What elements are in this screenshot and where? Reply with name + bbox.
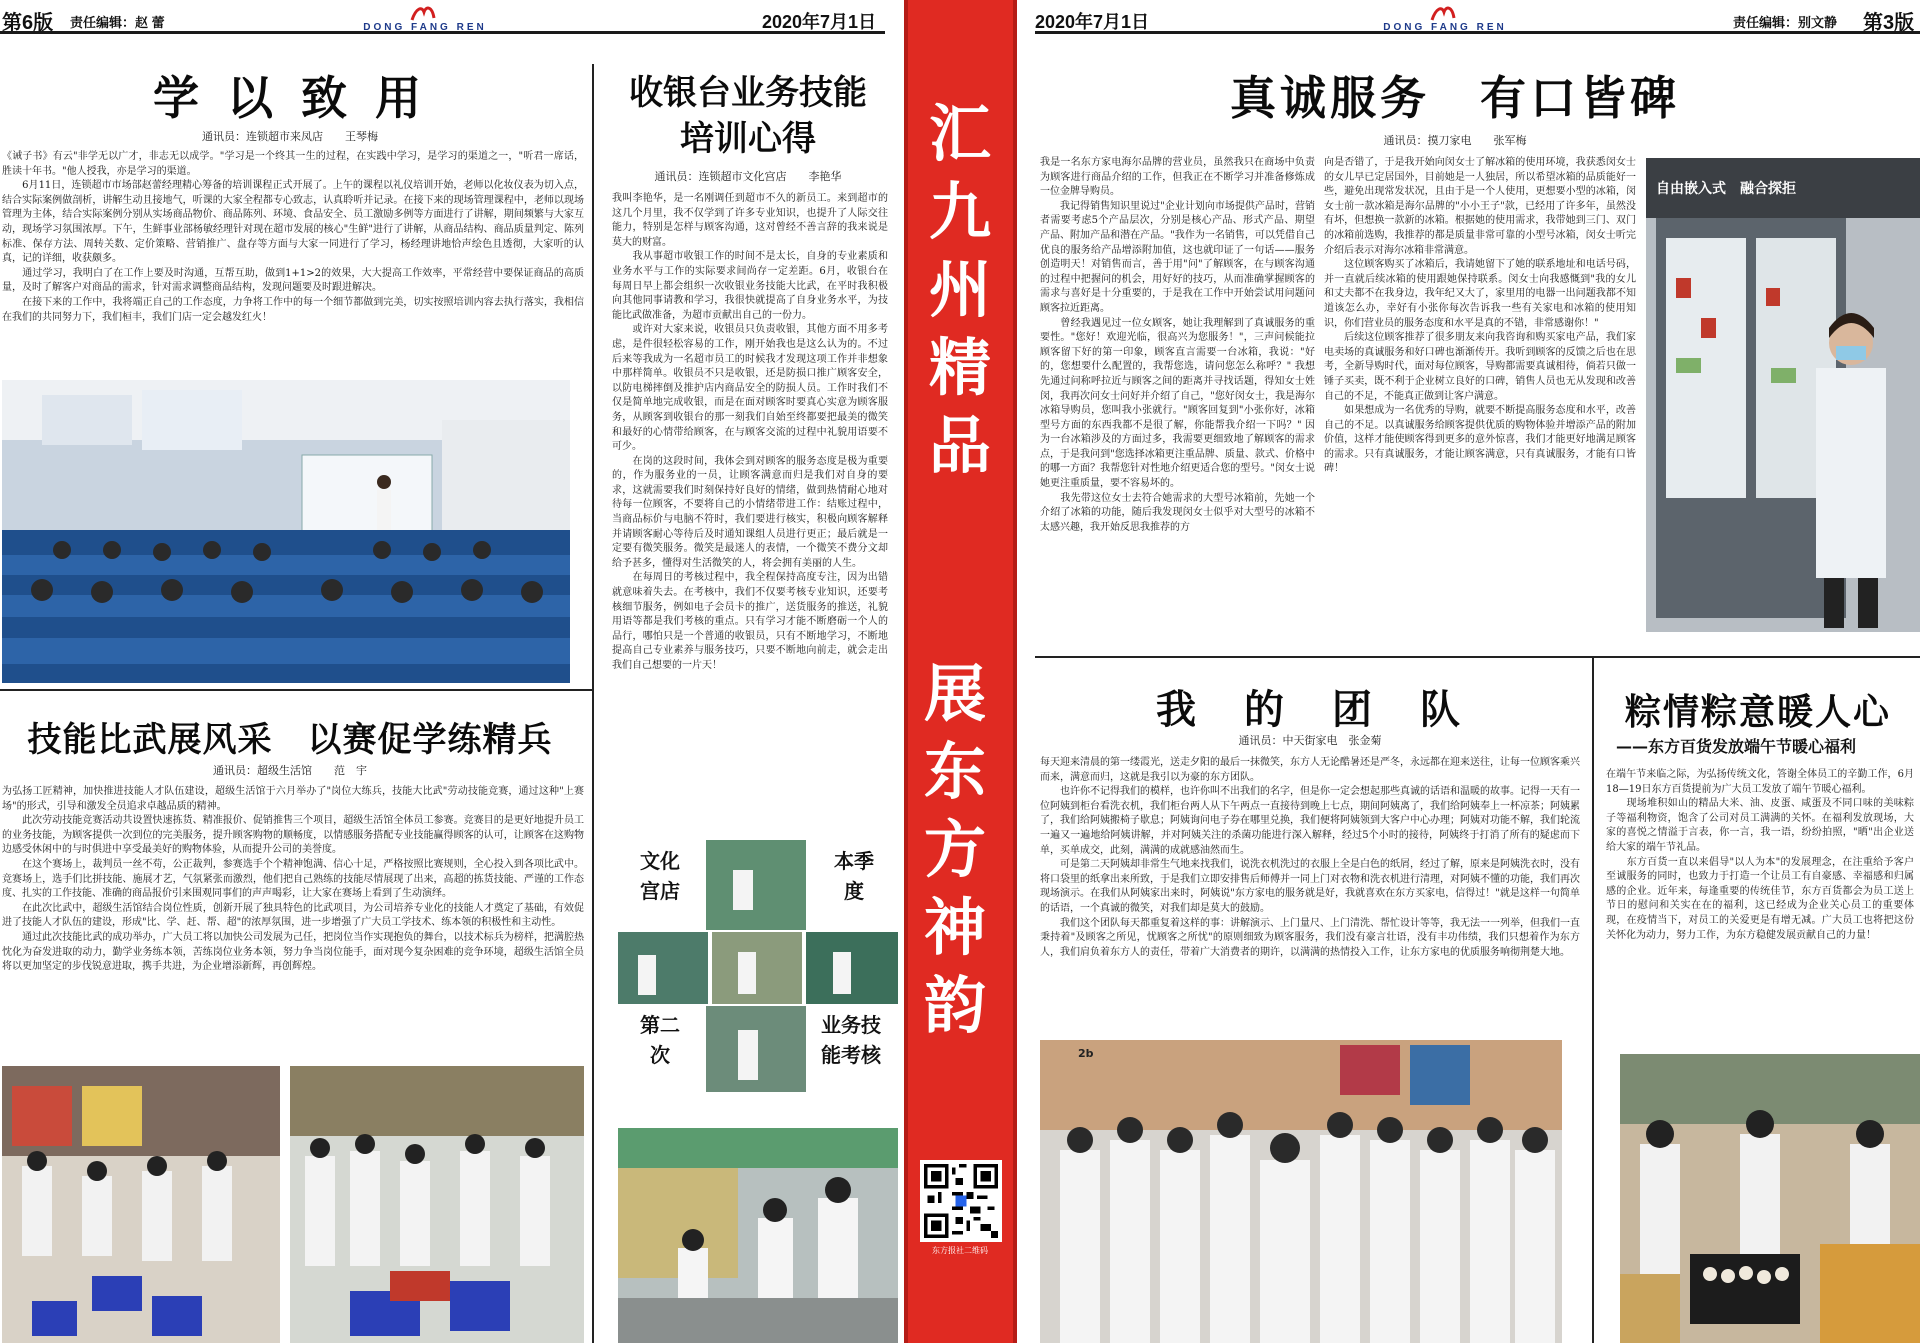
slogan-right: 展东方神韵 [923,657,986,1042]
article-title: 我 的 团 队 [1156,687,1464,733]
qr-code-icon [924,1164,998,1238]
issue-date: 2020年7月1日 [1035,12,1150,32]
issue-date: 2020年7月1日 [762,12,877,32]
article-title: 收银台业务技能 培训心得 [629,73,867,159]
event-board-text: 2b [1078,1047,1094,1060]
article-title: 技能比武展风采 以赛促学练精兵 [27,720,553,760]
article-body: 在端午节来临之际，为弘扬传统文化，答谢全体员工的辛勤工作，6月18—19日东方百货提前为广大员工发放了端午节暖心福利。 现场堆积如山的精品大米、油、皮蛋、咸蛋及不同口味的美味粽子等福利物资，饱含了公司对员工满满的关怀。在福利发放现场，大家的喜悦之情溢于言表，你一言，我一语，纷纷拍照，"晒"出企业送给大家的端午节礼品。 东方百货一直以来倡导"以人为本"的发展理念，在注重给予客户至诚服务的同时，也致力于打造一个让员工有自豪感、幸福感和归属感的企业。近年来，每逢重要的传统佳节，东方百货都会为员工送上节日的慰问和关实在在的福利，这已经成为企业关心员工的重要体现，在疫情当下，对员工的关爱更是有增无减。广大员工也将把这份关怀化为动力，努力工作，为东方稳健发展贡献自己的力量！ [1606,769,1914,941]
collage-label: 本季 度 [812,846,896,926]
team-group-photo [1040,1040,1562,1343]
slogan-left: 汇九州精品 [928,97,991,482]
article-body: 我叫李艳华，是一名刚调任到超市不久的新员工。来到超市的这几个月里，我不仅学到了许多专业知识，也提升了人际交往能力，特别是怎样与顾客沟通，这对曾经不善言辞的我来说是莫大的财富。 我从事超市收银工作的时间不是太长，自身的专业素质和业务水平与工作的实际要求间尚存一定差距。6月，收银台在每周日早上都会组织一次收银业务技能大比武，在平时我积极向其他同事请教和学习，我很快就提高了自身业务水平，为技能比武做准备，为超市贡献出自己的一份力。 或许对大家来说，收银员只负责收银，其他方面不用多考虑，是件很轻松容易的工作，刚开始我也是这么认为的。不过后来等我成为一名超市员工的时候我才发现这项工作并非想象中那样简单。收银员不只是收银，还是防损口推广顾客安全，以防电梯摔倒及推护店内商品安全的防损人员。工作时我们不仅是简单地完成收银，而是在面对顾客时要真心实意为顾客服务，从顾客到收银台的那一刻我们自始至终都要把最美的微笑和最好的心情带给顾客，在与顾客交流的过程中礼貌用语要不可少。 在岗的这段时间，我体会到对顾客的服务态度是极为重要的，作为服务业的一员，让顾客满意而归是我们对自身的要求，这就需要我们时刻保持好良好的情绪，做到热情耐心地对待每一位顾客，不要将自己的小情绪带进工作：结账过程中，当商品标价与电脑不符时，我们要进行核实，积极向顾客解释并请顾客耐心等待后及时通知课组人员进行更正；最后就是一定要有微笑服务。微笑是最迷人的表情，一个微笑不费分文却给予甚多，懂得对生活微笑的人，将会拥有美丽的人生。 在每周日的考核过程中，我全程保持高度专注，因为出错就意味着失去。在考核中，我们不仅要考核专业知识，还要考核细节服务，例如电子会员卡的推广，送货服务的推送，礼貌用语等都是我们考核的重点。只有学习才能不断磨砺一个人的品行，哪怕只是一个普通的收银员，只有不断地学习，不断地提高自己专业素养与服务技巧，只要不断地向前走，就会走出我们自己想要的一片天！ [612,193,888,671]
article-body: 每天迎来清晨的第一缕霞光，送走夕阳的最后一抹微笑，东方人无论酷暑还是严冬，永远都在迎来送往，让每一位顾客乘兴而来，满意而归，这就是我引以为豪的东方团队。 也许你不记得我们的模样，也许你叫不出我们的名字，但是你一定会想起那些真诚的话语和温暖的故事。记得一天有一位阿姨到柜台看洗衣机，我们柜台两人从下午两点一直接待到晚上七点，期间阿姨离了，我们给阿姨奉上一杯凉茶；阿姨累了，我们给阿姨搬椅子歇息；阿姨询问电子券在哪里兑换，我们便将阿姨领到大客户中心办理；阿姨对功能不解，我们轮流一遍又一遍地给阿姨讲解，并对阿姨关注的杀菌功能进行深入解释，经过5个小时的接待，阿姨终于打消了所有的疑虑而下单，买单成交，此刻，满满的成就感油然而生。 可是第二天阿姨却非常生气地来找我们，说洗衣机洗过的衣服上全是白色的纸屑，经过了解，原来是阿姨洗衣时，没有将口袋里的纸拿出来所致，于是我们立即安排售后师傅并一同上门对衣物和洗衣机进行清理，对阿姨不懂的功能，我们再次现场演示。在我们从阿姨家出来时，阿姨说"东方家电的服务就是好，我就喜欢在东方买家电，信得过！"就是这样一句简单的话语，一个真诚的微笑，对我们却是莫大的鼓励。 我们这个团队每天都重复着这样的事：讲解演示、上门量尺、上门清洗、帮忙设计等等，我无法一一列举，但我们一直秉持着"及顾客之所见，忧顾客之所忧"的原则细致为顾客服务，我们没有豪言壮语，没有丰功伟绩，我们只想着作为东方人，我们肩负着东方人的责任，带着广大消费者的期许，以满满的热情投入工作，让东方家电的优质服务响彻荆楚大地。 [1040,757,1580,958]
article-byline: 通讯员：摸刀家电 张军梅 [1383,134,1527,147]
logo-mark-icon [1430,4,1456,22]
article-title: 粽情粽意暖人心 [1624,692,1891,733]
article-byline: 通讯员：连锁超市文化宫店 李艳华 [654,170,842,183]
holiday-gifts-photo [1620,1054,1920,1343]
left-page-header [0,0,885,34]
editor-credit: 责任编辑：赵 蕾 [70,15,165,30]
qr-code [920,1160,1002,1242]
cashier-counter-photo [618,1128,898,1343]
article-title: 学 以 致 用 [152,71,428,125]
newspaper-logo [360,4,490,34]
article-byline: 通讯员：中天街家电 张金菊 [1238,734,1382,747]
column-divider [1592,656,1594,1343]
page-number: 第6版 [2,12,54,34]
page-number: 第3版 [1863,12,1915,34]
right-page-header [1035,0,1920,34]
article-subtitle: ——东方百货发放端午节暖心福利 [1616,737,1857,756]
qr-caption: 东方报社二维码 [932,1246,988,1255]
collage-label: 业务技 能考核 [806,1010,896,1090]
article-body: 为弘扬工匠精神，加快推进技能人才队伍建设，超级生活馆于六月举办了"岗位大练兵，技能大比武"劳动技能竞赛，通过这种"上赛场"的形式，引导和激发全员追求卓越品质的精神。 此次劳动技能竞赛活动共设置快速拣货、精准报价、促销推售三个项目，超级生活馆全体员工参赛。竞赛目的是更好地提升员工的业务技能，为顾客提供一次到位的完美服务，提升顾客购物的顺畅度，以情感服务搭配专业技能赢得顾客的认可，让顾客在这购物边感受休闲中的与时俱进中享受最美好的购物体验，从而提升公司的美誉度。 在这个赛场上，裁判员一丝不苟，公正裁判，参赛选手个个精神饱满、信心十足，严格按照比赛规则，全心投入到各项比武中。竞赛场上，选手们比拼技能、施展才艺，气氛紧张而激烈，他们把自己熟练的技能尽情展现了出来，高超的拣货技能、严谨的工作态度、扎实的工作技能、准确的商品报价引来围观同事们的声声喝彩，让大家在赛场上看到了生动演绎。 在此次比武中，超级生活馆结合岗位性质，创新开展了独具特色的比武项目，为公司培养专业化的技能人才奠定了基础，有效促进了技能人才队伍的建设，形成"比、学、赶、帮、超"的浓厚氛围，进一步增强了广大员工学技术、练本领的积极性和主动性。 通过此次技能比武的成功举办，广大员工将以加快公司发展为己任，把岗位当作实现抱负的舞台，以技术标兵为榜样，把满腔热忱化为奋发进取的动力，勤学业务练本领，苦练岗位业务本领，努力争当岗位能手，面对现今复杂困难的竞争环境，超级生活馆全员将以更加坚定的步伐锐意进取，携手共进，为企业增添新辉，再创辉煌。 [2,786,584,973]
fridge-banner-text: 自由嵌入式 融合探拒 [1656,181,1796,197]
logo-text: DONG FANG REN [1383,22,1507,33]
section-divider [0,689,592,691]
competition-photo-1 [2,1066,280,1343]
section-divider [1035,656,1920,658]
competition-photo-2 [290,1066,584,1343]
salesperson-fridge-photo [1646,158,1920,632]
collage-label: 文化 宫店 [618,846,702,926]
logo-text: DONG FANG REN [363,22,487,33]
article-title: 真诚服务 有口皆碑 [1230,71,1680,125]
column-divider [592,64,594,1343]
article-byline: 通讯员：连锁超市来凤店 王琴梅 [202,130,378,143]
article-byline: 通讯员：超级生活馆 范 宇 [213,764,367,777]
article-body-col1: 我是一名东方家电海尔品牌的营业员，虽然我只在商场中负责为顾客进行商品介绍的工作，但我正在不断学习并准备修炼成一位金牌导购员。 我记得销售知识里说过"企业计划向市场提供产品时，营销者需要考虑5个产品层次，分别是核心产品、形式产品、期望产品、附加产品和潜在产品。"我作为一名销售，可以凭借自己优良的服务给产品增添附加值，这也就印证了一句话——服务创造明天！对销售而言，善于用"问"了解顾客，在与顾客沟通的过程中把握问的机会，用好好的技巧，从而准确掌握顾客的需求与喜好是十分重要的，于是我在工作中开始尝试用问题问顾客拉近距离。 曾经我遇见过一位女顾客，她让我理解到了真诚服务的重要性。"您好！欢迎光临，很高兴为您服务！"，三声问候能拉顾客留下好的第一印象，顾客直言需要一台冰箱，我说："好的，您想要什么配置的，我帮您选，请问您怎么称呼？" 我想先通过问称呼拉近与顾客之间的距离并寻找话题，得知女士姓闵，我再次问女士问好并介绍了自己，"您好闵女士，我是海尔冰箱导购员，您叫我小张就行。"顾客回复到"小张你好，冰箱型号方面的东西我都不是很了解，你能帮我介绍一下吗？" 因为一台冰箱涉及的方面过多，我需要更细致地了解顾客的需求点，于是我问到"您选择冰箱更注重品牌、质量、款式、价格中的哪一方面？我帮您针对性地介绍更适合您的型号。"闵女士说她更注重质量，要不容易坏的。 我先带这位女士去符合她需求的大型号冰箱前，先她一个介绍了冰箱的功能，随后我发现闵女士似乎对大型号的冰箱不太感兴趣，我开始反思我推荐的方 [1040,157,1315,533]
editor-credit: 责任编辑：别文静 [1733,15,1838,30]
training-classroom-photo [2,380,570,683]
collage-label: 第二 次 [618,1010,702,1090]
article-body: 《诫子书》有云"非学无以广才，非志无以成学。"学习是一个终其一生的过程，在实践中学习，是学习的渠道之一，"听君一席话，胜读十年书。"他人授我，亦是学习的渠道。 6月11日，连锁超市市场部赵蕾经理精心筹备的培训课程正式开展了。上午的课程以礼仪培训开始，老师以化妆仪表为切入点，结合实际案例做剖析，讲解生动且接地气，听课的大家全程都专心致志，认真聆听并记录。在接下来的现场管理课程中，老师以现场管理为主体，结合实际案例分别从实场商品物价、商品陈列、环境、食品安全、员工激励多例等方面进行了讲解，期间频繁与大家互动，现场学习氛围浓厚。下午，生鲜事业部杨敏经理针对现在超市发展的核心"生鲜"进行了讲解，从商品结构、商品质量判定、陈列标准、保存方法、周转关数、定价策略、营销推广、盘存等方面与大家一同进行了学习，杨经理讲地恰声绘色且透彻，大家听的认真，记的详细，收获颇多。 通过学习，我明白了在工作上要及时沟通，互帮互助，做到1+1>2的效果，大大提高工作效率，平常经营中要保证商品的高质量，及时了解客户对商品的需求，针对需求调整商品结构，发现问题要及时跟进解决。 在接下来的工作中，我将端正自己的工作态度，力争将工作中的每一个细节都做到完美，切实按照培训内容去执行落实，我相信在我们的共同努力下，我们桓丰，我们门店一定会越发红火！ [2,151,584,323]
logo-mark-icon [410,4,436,22]
newspaper-logo [1380,4,1510,34]
article-body-col2: 向是否错了，于是我开始向闵女士了解冰箱的使用环境，我获悉闵女士的女儿早已定居国外，目前她是一人独居，所以希望冰箱的品质能好一些，避免出现常发状况，且由于是一个人使用，更想要小型的冰箱，闵女士前一款冰箱是海尔品牌的"小小王子"款，已经用了许多年，虽然没有坏，但想换一款新的冰箱。根据她的使用需求，我带她到三门、双门的冰箱前选购，我推荐的都是质量非常可靠的小型号冰箱，闵女士听完介绍后表示对海尔冰箱非常满意。 这位顾客购买了冰箱后，我请她留下了她的联系地址和电话号码，并一直就后续冰箱的使用跟她保持联系。闵女士向我感慨到"我的女儿和丈夫都不在我身边，我年纪又大了，家里用的电器一出问题我都不知道该怎么办，幸好有小张你每次告诉我一些有关家电和冰箱的使用知识，你们营业员的服务态度和水平是真的不错，非常感谢你！" 后续这位顾客推荐了很多朋友来向我咨询和购买家电产品，我们家电卖场的真诚服务和好口碑也渐渐传开。我听到顾客的反馈之后也在思考，全新导购时代，面对每位顾客，导购都需要真诚相待，倘若只做一锤子买卖，既不利于企业树立良好的口碑，销售人员也无从发现和改善自己的不足，不能真正做到让客户满意。 如果想成为一名优秀的导购，就要不断提高服务态度和水平，改善自己的不足。以真诚服务给顾客提供优质的购物体验并增添产品的附加价值，这样才能使顾客得到更多的意外惊喜，我们才能更好地满足顾客的需求。只有真诚服务，才能让顾客满意，只有真诚服务，才能有口皆碑！ [1324,157,1636,475]
